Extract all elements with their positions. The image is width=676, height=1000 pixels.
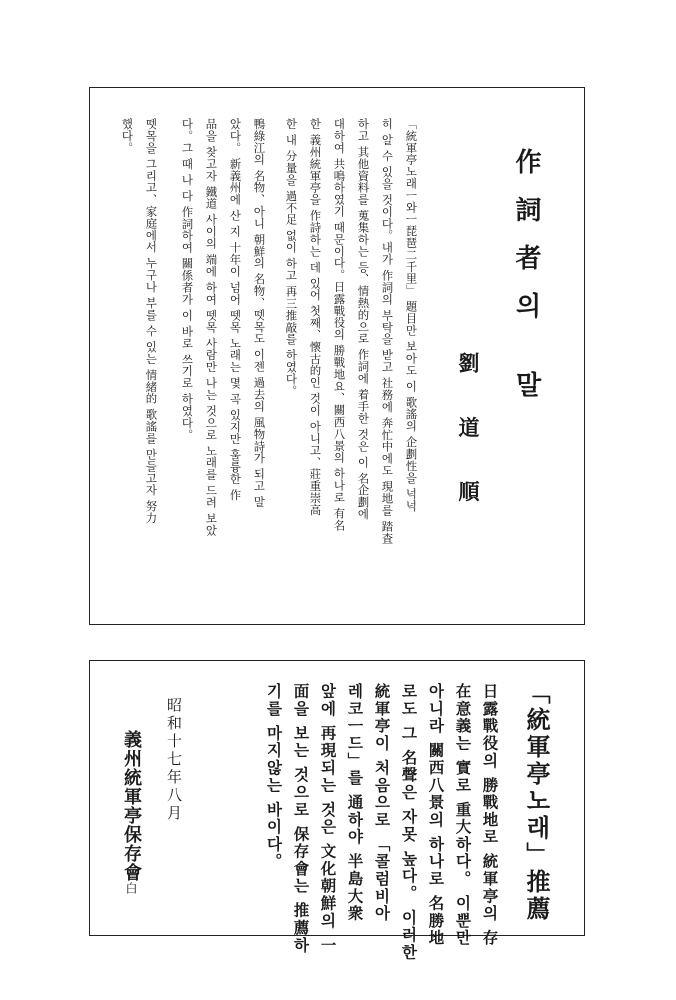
note-line: 한 내 分量을 過不足 없이 하고 再三推敲를 하였다。 <box>284 118 299 397</box>
note-line: 다。그 때 나 다 作詞하여 關係者가 이 바로 쓰기로 하였다。 <box>180 118 195 441</box>
note-line: 한 義州統軍亭을 作詩하는 데 있어 첫째、懷古的인 것이 아니고、莊重崇高 <box>308 118 323 516</box>
recommend-line: 레코ㅡ드」를 通하야 半島大衆 <box>345 683 365 923</box>
note-author: 劉 道 順 <box>456 352 481 520</box>
note-title: 作詞者의 말 <box>511 148 541 420</box>
recommend-line: 로도 그 名聲은 자못 높다。 이러한 <box>399 683 419 962</box>
recommend-line: 日露戰役의 勝戰地로 統軍亭의 存 <box>480 683 500 947</box>
org-name: 義州統軍亭保存會 <box>121 730 142 882</box>
recommend-line: 앞에 再現되는 것은 文化朝鮮의 一 <box>318 683 338 954</box>
recommend-line: 統軍亭이 처음으로 「콜럼비아 <box>372 683 392 923</box>
recommend-line: 기를 마지않는 바이다。 <box>264 683 284 871</box>
note-line: 히 알 수 있을 것이다。내가 作詞의 부탁을 받고 社務에 奔忙中에도 現地를 踏査 <box>380 118 395 545</box>
org-suffix: 白 <box>124 882 138 895</box>
recommend-line: 面을 보는 것으로 保存會는 推薦하 <box>291 683 311 954</box>
note-line: 대하여 共鳴하였기 때문이다。日露戰役의 勝戰地요、關西八景의 하나로 有名 <box>332 118 347 532</box>
recommend-date: 昭和十七年八月 <box>165 697 183 823</box>
note-line: 「統軍亭노래ㅡ와ㅡ琵琶二千里」 題目만 보아도 이 歌謠의 企劃性을 넉넉 <box>404 118 419 512</box>
recommend-title: 「統軍亭노래」推薦 <box>522 680 551 923</box>
recommend-line: 在意義는 實로 重大하다。 이뿐만 <box>453 683 473 947</box>
note-line: 았다。 新義州에 산 지 十年이 넘어 뗏목 노래는 몇 곡 있지만 훌륭한 作 <box>228 118 243 501</box>
recommend-line: 아니라 關西八景의 하나로 名勝地 <box>426 683 446 947</box>
note-line: 鴨綠江의 名物、아니 朝鮮의 名物、뗏목도 이젠 過去의 風物詩가 되고 말 <box>252 118 267 508</box>
note-line: 뗏목을 그리고、家庭에서 누구나 부를 수 있는 情緒的 歌謠를 만들고자 努力 <box>144 118 159 524</box>
note-line: 品을 찾고자 鐵道 사이의 端에 하여 뗏목 사람만 나는 것으로 노래를 드려 보았 <box>204 118 219 537</box>
recommend-org <box>122 730 140 920</box>
note-line: 했다。 <box>120 118 135 154</box>
note-line: 하고 其他資料를 蒐集하는 등、情熱的으로 作詞에 着手한 것은 이 名企劃에 <box>356 118 371 520</box>
